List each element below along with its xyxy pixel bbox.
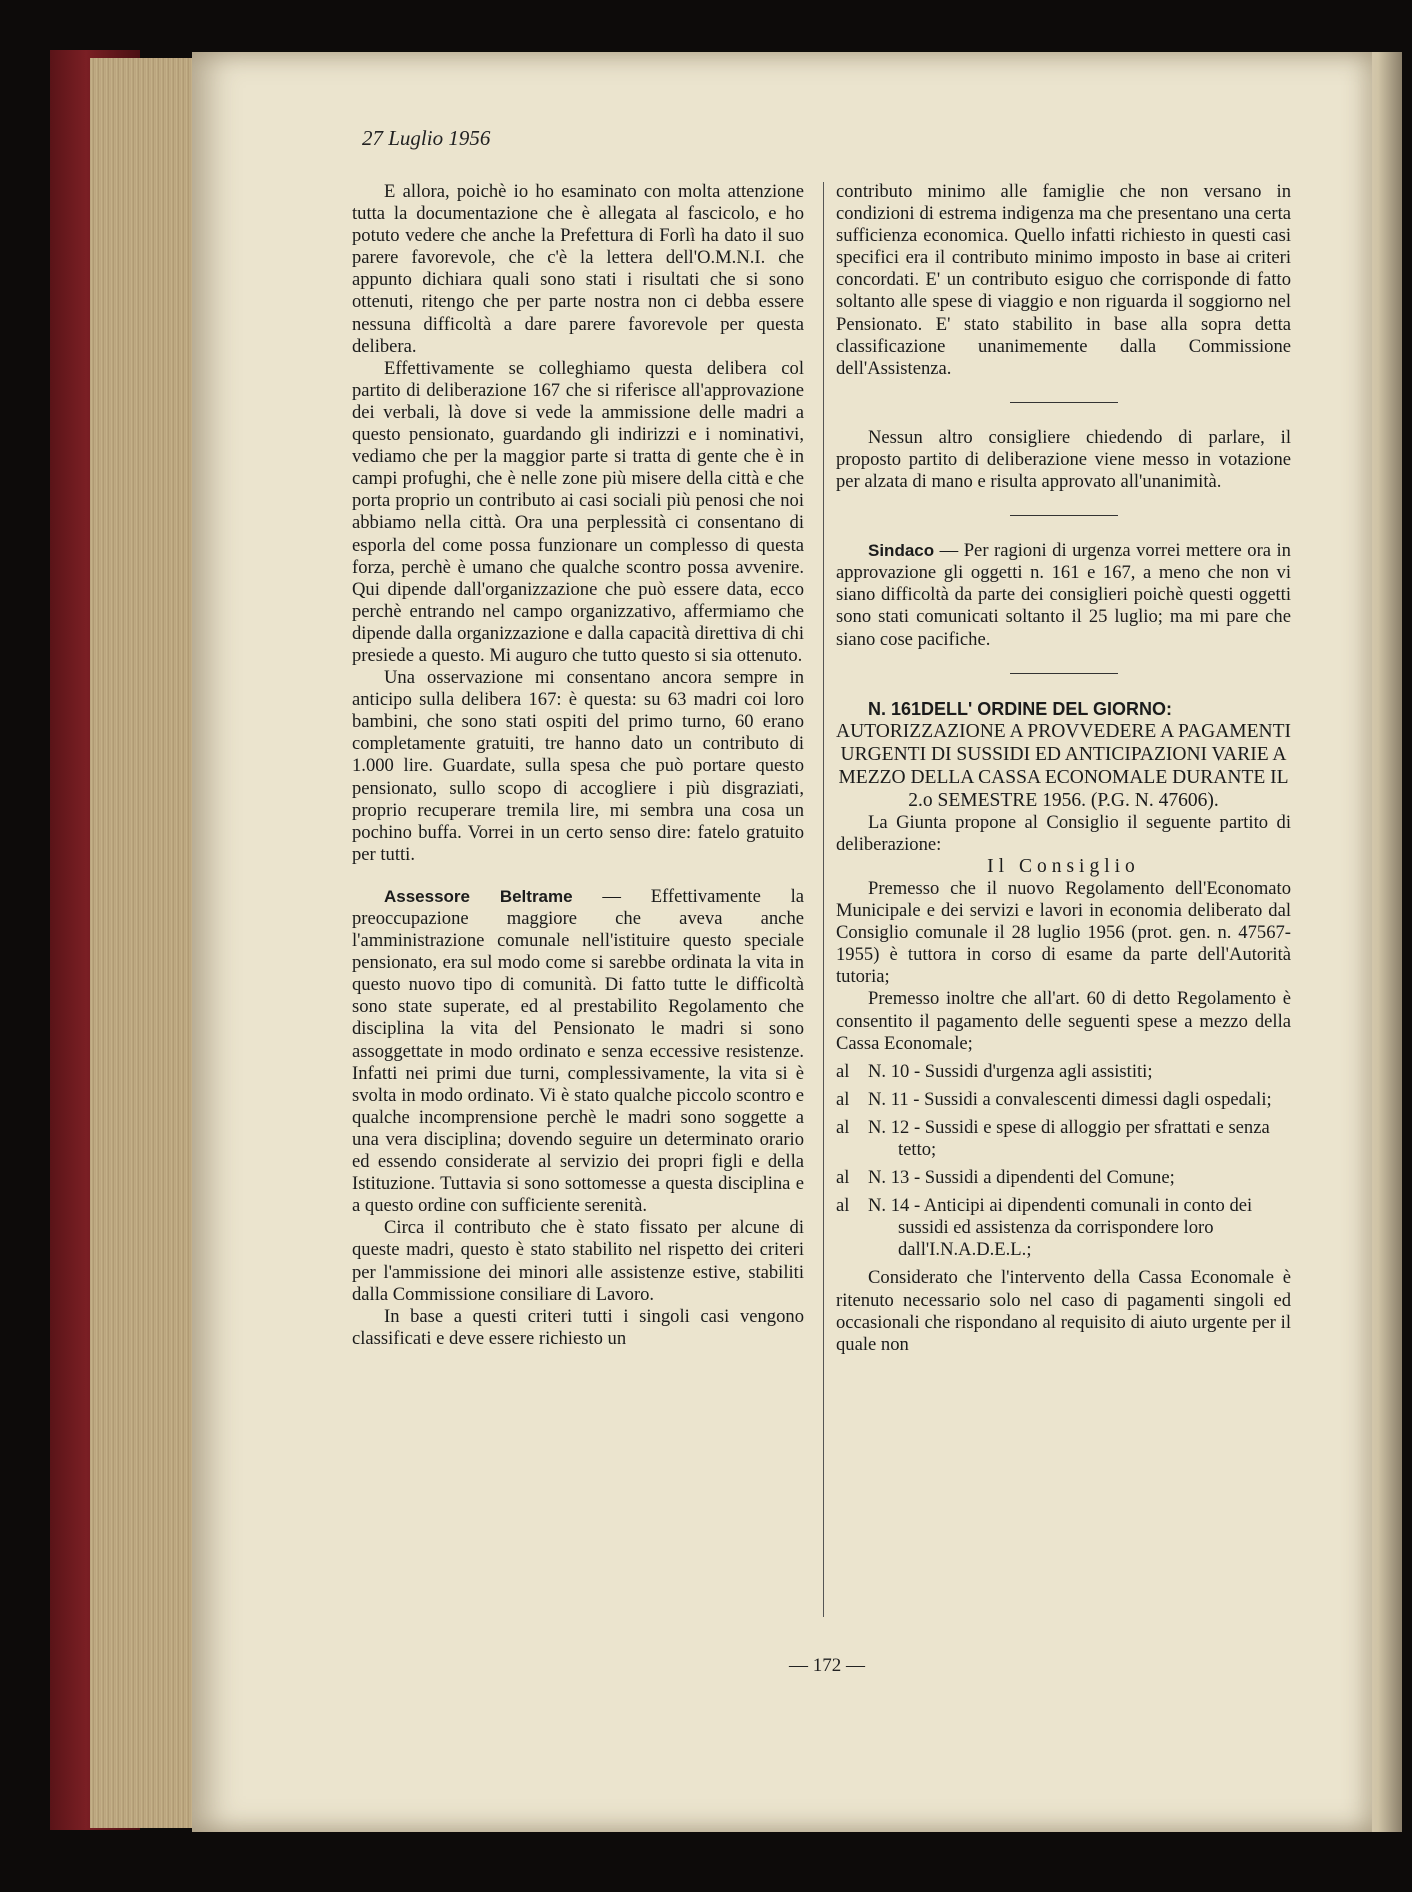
list-item [836,1089,1291,1111]
list-prefix: al [836,1167,850,1189]
separator-rule [1010,402,1118,403]
speech-text: Per ragioni di urgenza vorrei mettere ora in approvazione gli oggetti n. 161 e 167, a meno che non vi siano difficoltà da parte dei consiglieri poichè questi oggetti sono stati comunicati soltanto il 25 luglio; ma mi pare che siano cose pacifiche. [836,540,1291,650]
separator-rule [1010,515,1118,516]
separator-rule [1010,673,1118,674]
sindaco-speech [836,540,1291,650]
speaker-name: Assessore Beltrame [384,886,573,906]
list-prefix: al [836,1195,850,1217]
list-text: N. 11 - Sussidi a convalescenti dimessi dagli ospedali; [868,1088,1272,1110]
page-number: — 172 — [789,1655,865,1676]
speech-dash: — [939,540,959,562]
list-prefix: al [836,1060,850,1082]
beltrame-speech [352,886,804,1217]
list-text: N. 13 - Sussidi a dipendenti del Comune; [868,1167,1175,1189]
list-item [836,1061,1291,1083]
paragraph: Premesso che il nuovo Regolamento dell'Economato Municipale e dei servizi e lavori in economia deliberato dal Consiglio comunale il 28 luglio 1956 (prot. gen. n. 47567-1955) è tuttora in corso di esame da parte dell'Autorità tutoria; [836,877,1291,988]
speech-dash: — [602,885,621,907]
speaker-name: Sindaco [868,541,935,561]
subject-title: AUTORIZZAZIONE A PROVVEDERE A PAGAMENTI URGENTI DI SUSSIDI ED ANTICIPAZIONI VARIE A MEZZO DELLA CASSA ECONOMALE DURANTE IL 2.o SEMESTRE 1956. (P.G. N. 47606). [836,720,1292,811]
list-item [836,1167,1291,1189]
list-item [836,1117,1291,1161]
list-text: N. 10 - Sussidi d'urgenza agli assistiti; [868,1060,1153,1082]
order-heading: N. 161DELL' ORDINE DEL GIORNO: [868,698,1172,719]
page-edges [90,58,200,1828]
paragraph: Una osservazione mi consentano ancora sempre in anticipo sulla delibera 167: è questa: su 63 madri coi loro bambini, che sono stati ospiti del primo turno, 60 erano completamente gratuiti, tre hanno dato un contributo di 1.000 lire. Guardate, sulla spesa che può portare questo pensionato, sullo scopo di accogliere i più disgraziati, proprio recuperare tremila lire, mi sembra una cosa un pochino buffa. Vorrei in un certo senso dire: fatelo gratuito per tutti. [352,667,804,865]
paragraph: Nessun altro consigliere chiedendo di parlare, il proposto partito di deliberazione viene messo in votazione per alzata di mano e risulta approvato all'unanimità. [836,426,1291,493]
paragraph: Effettivamente se colleghiamo questa delibera col partito di deliberazione 167 che si riferisce all'approvazione dei verbali, là dove si vede la ammissione delle madri a questo pensionato, guardando gli indirizzi e i nominativi, vediamo che per la maggior parte si tratta di gente che è in campi profughi, che è nelle zone più misere della città e che porta proprio un contributo ai casi sociali più penosi che noi abbiamo nella città. Ora una perplessità ci consentano di esporla del come possa funzionare un complesso di questa forza, perchè è umano che qualche scontro possa avvenire. Qui dipende dall'organizzazione che può essere data, ecco perchè entrando nel campo organizzativo, affermiamo che dipende dalla organizzazione e dalla capacità direttiva di chi presiede a questo. Mi auguro che tutto questo si sia ottenuto. [352,357,804,666]
header-date: 27 Luglio 1956 [362,126,491,150]
list-text: N. 14 - Anticipi ai dipendenti comunali in conto dei sussidi ed assistenza da corrispondere loro dall'I.N.A.D.E.L.; [868,1195,1253,1261]
paragraph: La Giunta propone al Consiglio il seguente partito di deliberazione: [836,811,1291,855]
left-column [352,181,804,1350]
paragraph: contributo minimo alle famiglie che non versano in condizioni di estrema indigenza ma che presentano una certa sufficienza economica. Quello infatti richiesto in questi casi specifici era il contributo minimo imposto in base ai criteri concordati. E' un contributo esiguo che corrisponde di fatto soltanto alle spese di viaggio e non riguarda il soggiorno nel Pensionato. E' stato stabilito in base alla sopra detta classificazione unanimemente dalla Commissione dell'Assistenza. [836,181,1291,379]
paragraph: Premesso inoltre che all'art. 60 di detto Regolamento è consentito il pagamento delle seguenti spese a mezzo della Cassa Economale; [836,988,1291,1054]
paragraph: In base a questi criteri tutti i singoli casi vengono classificati e deve essere richiesto un [352,1305,804,1349]
column-divider [823,182,824,1617]
section-heading: Il Consiglio [987,855,1140,877]
right-column [836,181,1291,1356]
list-prefix: al [836,1088,850,1110]
list-prefix: al [836,1116,850,1138]
list-item [836,1195,1291,1261]
paragraph: Circa il contributo che è stato fissato per alcune di queste madri, questo è stato stabilito nel rispetto dei criteri per l'ammissione dei minori alle assistenze estive, stabiliti dalla Commissione consiliare di Lavoro. [352,1217,804,1305]
speech-text: Effettivamente la preoccupazione maggiore che aveva anche l'amministrazione comunale nell'istituire questo speciale pensionato, era sul modo come si sarebbe ordinata la vita in questo nuovo tipo di comunità. Di fatto tutte le difficoltà sono state superate, ed al prestabilito Regolamento che disciplina la vita del Pensionato le madri si sono assoggettate in modo ordinato e senza eccessive resistenze. Infatti nei primi due turni, complessivamente, la vita si è svolta in modo ordinato. Vi è stato qualche piccolo scontro e qualche incomprensione perchè le madri sono soggette a una vera disciplina; dovendo seguire un determinato orario ed essendo considerate al servizio dei propri figli e della Istituzione. Tuttavia si sono sottomesse a questa disciplina e a questo ordine con sufficiente serenità. [352,885,804,1217]
paragraph: E allora, poichè io ho esaminato con molta attenzione tutta la documentazione che è allegata al fascicolo, e ho potuto vedere che anche la Prefettura di Forlì ha dato il suo parere favorevole, che c'è la lettera dell'O.M.N.I. che appunto dichiara quali sono stati i risultati che si sono ottenuti, ritengo che per parte nostra non ci debba essere nessuna difficoltà a dare parere favorevole per questa delibera. [352,181,804,357]
paragraph: Considerato che l'intervento della Cassa Economale è ritenuto necessario solo nel caso di pagamenti singoli ed occasionali che rispondano al requisito di aiuto urgente per il quale non [836,1267,1291,1355]
list-text: N. 12 - Sussidi e spese di alloggio per sfrattati e senza tetto; [868,1116,1270,1160]
